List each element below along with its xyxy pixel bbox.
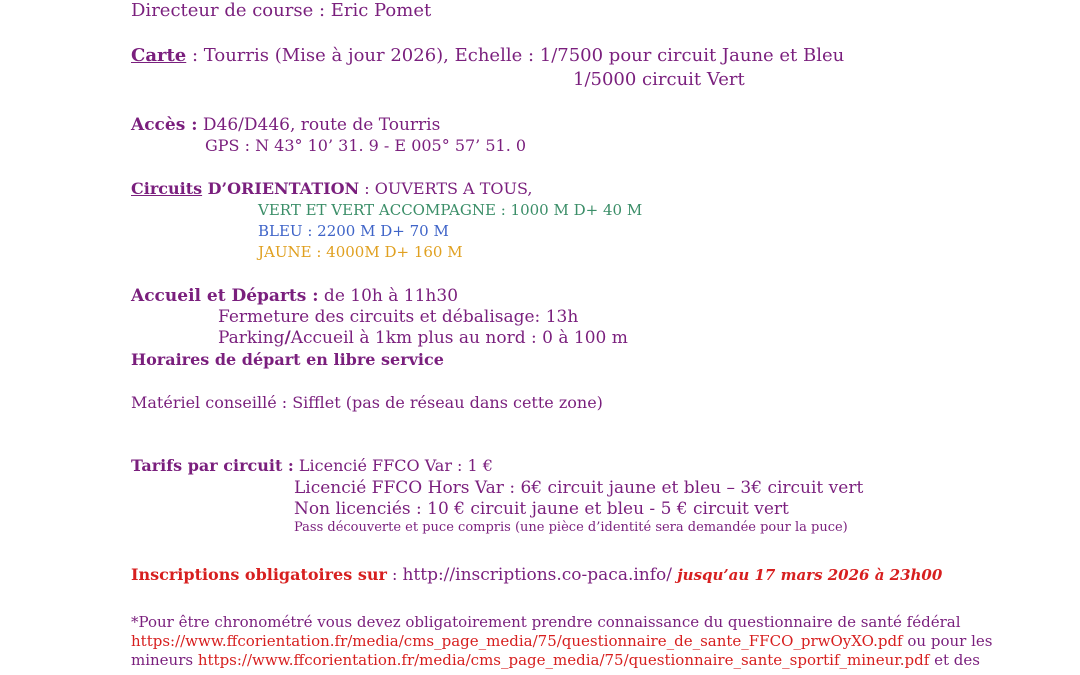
health-note-line3 xyxy=(131,653,980,668)
access-text: D46/D446, route de Tourris xyxy=(197,115,441,135)
circuit-yellow: JAUNE : 4000M D+ 160 M xyxy=(258,243,463,261)
race-director: Directeur de course : Eric Pomet xyxy=(131,0,432,21)
health-note-and: et des xyxy=(929,651,980,669)
circuits-line xyxy=(131,181,532,197)
health-note-or: ou pour les xyxy=(902,632,993,650)
welcome-label: Accueil et Départs : xyxy=(131,286,319,306)
parking-label: Parking xyxy=(218,328,285,348)
registration-label: Inscriptions obligatoires sur xyxy=(131,565,387,584)
pass-note: Pass découverte et puce compris (une pièce d’identité sera demandée pour la puce) xyxy=(294,520,848,535)
registration-deadline: jusqu’au 17 mars 2026 à 23h00 xyxy=(672,566,943,584)
registration-sep: : xyxy=(386,565,403,584)
parking-text: Accueil à 1km plus au nord : 0 à 100 m xyxy=(290,328,628,348)
health-questionnaire-link[interactable]: https://www.ffcorientation.fr/media/cms_page_media/75/questionnaire_de_sante_FFCO_prwOyXO.pdf xyxy=(131,632,903,650)
recommended-equipment: Matériel conseillé : Sifflet (pas de réseau dans cette zone) xyxy=(131,393,603,412)
circuit-blue: BLEU : 2200 M D+ 70 M xyxy=(258,222,449,240)
price-non-licensed: Non licenciés : 10 € circuit jaune et bleu - 5 € circuit vert xyxy=(294,499,789,519)
registration-line xyxy=(131,567,942,584)
map-text: : Tourris (Mise à jour 2026), Echelle : 1/7500 pour circuit Jaune et Bleu xyxy=(186,45,845,66)
circuits-label: Circuits xyxy=(131,179,203,198)
price-var: Licencié FFCO Var : 1 € xyxy=(293,456,493,475)
map-line xyxy=(131,47,844,65)
map-label: Carte xyxy=(131,45,187,66)
circuits-open: : OUVERTS A TOUS, xyxy=(359,179,533,198)
minor-questionnaire-link[interactable]: https://www.ffcorientation.fr/media/cms_page_media/75/questionnaire_sante_sportif_mineur.pdf xyxy=(197,651,930,669)
health-note-line1: *Pour être chronométré vous devez obligatoirement prendre connaissance du questionnaire de santé fédéral xyxy=(131,613,961,631)
parking-slash: / xyxy=(284,328,291,348)
access-line xyxy=(131,117,440,134)
access-label: Accès : xyxy=(131,115,198,135)
price-outside-var: Licencié FFCO Hors Var : 6€ circuit jaune et bleu – 3€ circuit vert xyxy=(294,478,864,498)
parking-line xyxy=(218,330,628,347)
circuit-green: VERT ET VERT ACCOMPAGNE : 1000 M D+ 40 M xyxy=(258,201,643,219)
welcome-text: de 10h à 11h30 xyxy=(318,286,459,306)
closing-time: Fermeture des circuits et débalisage: 13h xyxy=(218,307,579,327)
map-scale-green: 1/5000 circuit Vert xyxy=(573,69,745,90)
prices-line xyxy=(131,458,493,474)
health-note-minors: mineurs xyxy=(131,651,198,669)
circuits-orientation: D’ORIENTATION xyxy=(202,179,360,198)
health-note-line2 xyxy=(131,634,992,649)
free-start-times: Horaires de départ en libre service xyxy=(131,350,444,369)
welcome-line xyxy=(131,288,458,305)
gps-coordinates: GPS : N 43° 10’ 31. 9 - E 005° 57’ 51. 0 xyxy=(205,136,527,155)
prices-label: Tarifs par circuit : xyxy=(131,456,294,475)
registration-link[interactable]: http://inscriptions.co-paca.info/ xyxy=(402,565,673,585)
